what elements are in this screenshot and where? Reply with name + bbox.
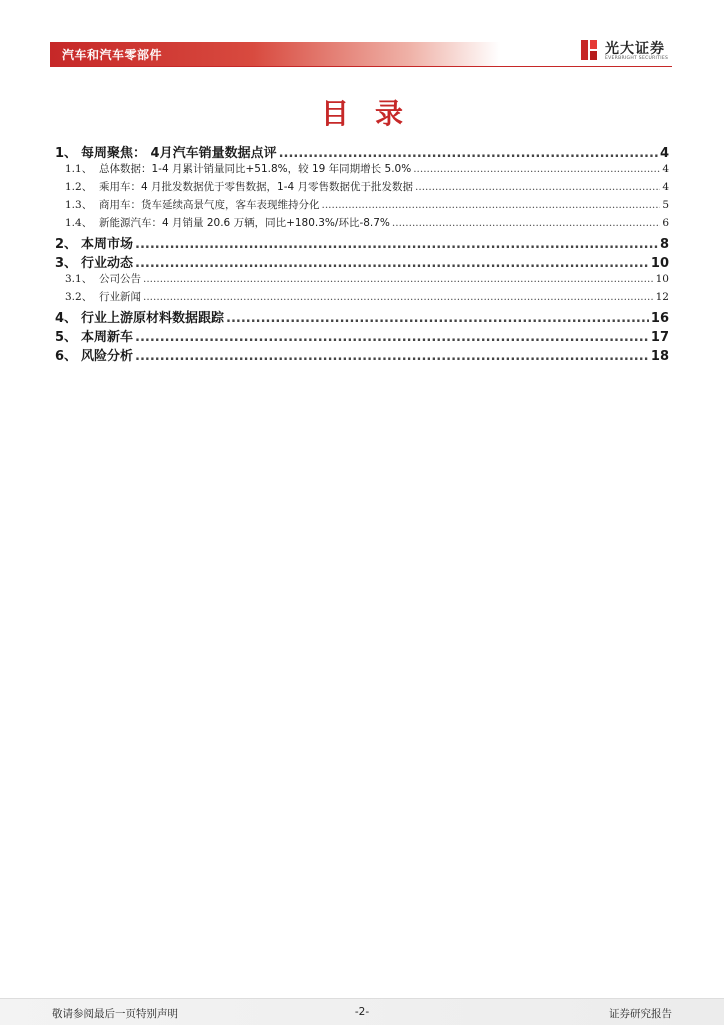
toc-entry-title: 风险分析 — [81, 349, 134, 364]
toc-entry-title: 公司公告 — [99, 273, 141, 285]
toc-entry-number: 2、 — [55, 237, 78, 252]
toc-entry-page: 4 — [662, 163, 669, 175]
toc-entry-number: 3.2、 — [65, 291, 93, 303]
header-divider — [50, 66, 672, 67]
toc-entry[interactable] — [55, 142, 669, 161]
toc-leader-dots — [135, 256, 649, 271]
toc-leader-dots — [279, 146, 658, 161]
toc-entry-page: 10 — [655, 273, 669, 285]
toc-entry-page: 17 — [650, 330, 669, 345]
toc-entry-title: 乘用车：4 月批发数据优于零售数据，1-4 月零售数据优于批发数据 — [99, 181, 414, 193]
toc-leader-dots — [135, 330, 649, 345]
toc-entry-title: 行业动态 — [81, 256, 134, 271]
toc-entry[interactable] — [55, 307, 669, 326]
toc-entry-title: 新能源汽车：4 月销量 20.6 万辆，同比+180.3%/环比-8.7% — [99, 217, 390, 229]
toc-entry-number: 4、 — [55, 311, 78, 326]
logo-name-en: EVERBRIGHT SECURITIES — [605, 56, 669, 61]
toc-entry-title: 商用车：货车延续高景气度，客车表现维持分化 — [99, 199, 320, 211]
header-section-title: 汽车和汽车零部件 — [62, 48, 163, 62]
toc-entry-number: 3、 — [55, 256, 78, 271]
toc-entry-number: 1.3、 — [65, 199, 93, 211]
toc-entry-page: 18 — [650, 349, 669, 364]
toc-entry[interactable] — [55, 252, 669, 271]
toc-entry[interactable] — [55, 271, 669, 289]
footer-disclaimer: 敬请参阅最后一页特别声明 — [52, 1008, 178, 1020]
toc-entry[interactable] — [55, 161, 669, 179]
footer-report-type: 证券研究报告 — [609, 1008, 672, 1020]
table-of-contents — [55, 142, 669, 364]
toc-entry-title: 本周新车 — [81, 330, 134, 345]
toc-entry-number: 1.1、 — [65, 163, 93, 175]
toc-entry-number: 6、 — [55, 349, 78, 364]
toc-leader-dots — [143, 273, 654, 285]
toc-leader-dots — [143, 291, 654, 303]
toc-entry-number: 5、 — [55, 330, 78, 345]
toc-entry-page: 8 — [659, 237, 669, 252]
toc-leader-dots — [135, 349, 649, 364]
toc-entry-page: 5 — [662, 199, 669, 211]
toc-entry-page: 6 — [662, 217, 669, 229]
toc-entry[interactable] — [55, 197, 669, 215]
toc-entry-number: 1、 — [55, 146, 78, 161]
toc-entry[interactable] — [55, 179, 669, 197]
toc-entry[interactable] — [55, 215, 669, 233]
toc-entry[interactable] — [55, 345, 669, 364]
toc-entry-title: 本周市场 — [81, 237, 134, 252]
toc-heading: 目录 — [320, 97, 429, 130]
toc-entry-title: 行业新闻 — [99, 291, 141, 303]
page-number: -2- — [354, 1006, 370, 1018]
logo-name-cn: 光大证券 — [605, 41, 665, 57]
everbright-logo-icon — [579, 38, 599, 62]
toc-entry-number: 1.2、 — [65, 181, 93, 193]
toc-entry-title: 行业上游原材料数据跟踪 — [81, 311, 225, 326]
toc-leader-dots — [415, 181, 660, 193]
company-logo — [579, 38, 679, 64]
toc-entry-page: 4 — [659, 146, 669, 161]
toc-entry-title: 总体数据：1-4 月累计销量同比+51.8%，较 19 年同期增长 5.0% — [99, 163, 412, 175]
toc-entry-number: 1.4、 — [65, 217, 93, 229]
toc-entry-page: 16 — [650, 311, 669, 326]
toc-entry[interactable] — [55, 233, 669, 252]
toc-entry-title: 每周聚焦： 4月汽车销量数据点评 — [81, 146, 277, 161]
toc-entry-page: 4 — [662, 181, 669, 193]
toc-entry-page: 12 — [655, 291, 669, 303]
toc-leader-dots — [322, 199, 661, 211]
toc-leader-dots — [392, 217, 660, 229]
toc-entry-number: 3.1、 — [65, 273, 93, 285]
toc-leader-dots — [413, 163, 660, 175]
toc-entry[interactable] — [55, 326, 669, 345]
toc-leader-dots — [135, 237, 658, 252]
toc-entry[interactable] — [55, 289, 669, 307]
toc-leader-dots — [226, 311, 649, 326]
toc-entry-page: 10 — [650, 256, 669, 271]
